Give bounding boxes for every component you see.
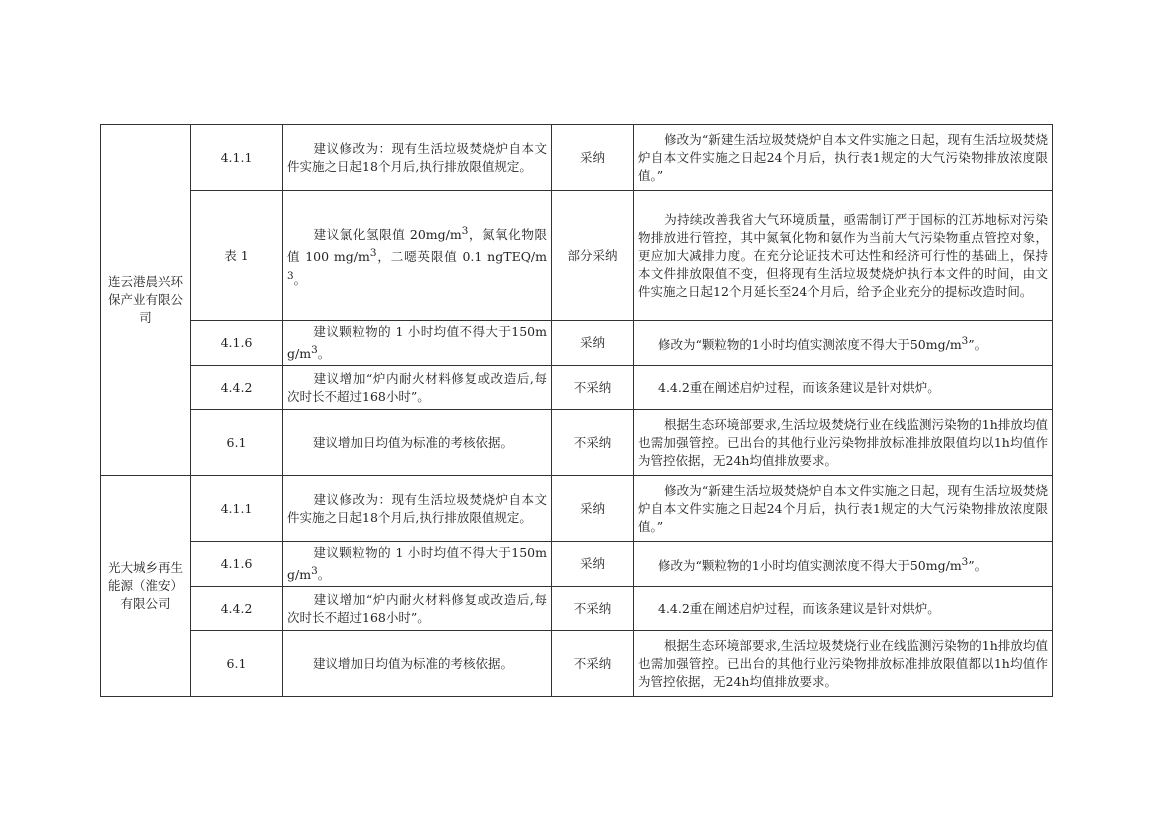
reply-text: ”。 <box>968 558 988 574</box>
table-row <box>101 125 1053 191</box>
org-cell: 光大城乡再生能源（淮安）有限公司 <box>101 476 191 697</box>
adoption-cell: 采纳 <box>552 125 634 191</box>
suggestion-cell <box>283 191 552 321</box>
adoption-cell: 不采纳 <box>552 410 634 476</box>
suggestion-cell <box>283 410 552 476</box>
suggestion-cell <box>283 321 552 366</box>
reply-cell <box>634 125 1053 191</box>
suggestion-cell <box>283 587 552 631</box>
superscript: 3 <box>311 344 318 356</box>
opinion-table <box>100 124 1053 697</box>
reply-text: 根据生态环境部要求,生活垃圾焚烧行业在线监测污染物的1h排放均值也需加强管控。已出台的其他行业污染物排放标准排放限值都以1h均值作为管控依据，无24h均值排放要求。 <box>638 637 1048 689</box>
clause-cell: 4.1.6 <box>191 542 283 587</box>
table-row <box>101 542 1053 587</box>
reply-text: 修改为“颗粒物的1小时均值实测浓度不得大于50mg/m <box>658 558 962 574</box>
suggestion-text: 建议增加“炉内耐火材料修复或改造后,每次时长不超过168小时”。 <box>287 591 547 625</box>
clause-cell: 4.4.2 <box>191 587 283 631</box>
suggestion-text: 。 <box>293 271 307 287</box>
suggestion-text: 建议增加日均值为标准的考核依据。 <box>313 655 514 671</box>
adoption-cell: 采纳 <box>552 476 634 542</box>
clause-cell: 4.1.6 <box>191 321 283 366</box>
suggestion-text: 建议修改为：现有生活垃圾焚烧炉自本文件实施之日起18个月后,执行排放限值规定。 <box>287 491 547 525</box>
reply-text: 修改为“颗粒物的1小时均值实测浓度不得大于50mg/m <box>658 337 962 353</box>
reply-text: 4.4.2重在阐述启炉过程，而该条建议是针对烘炉。 <box>658 379 940 395</box>
suggestion-cell <box>283 125 552 191</box>
table-row <box>101 476 1053 542</box>
table-row <box>101 410 1053 476</box>
reply-cell <box>634 191 1053 321</box>
superscript: 3 <box>311 565 318 578</box>
reply-text: 根据生态环境部要求,生活垃圾焚烧行业在线监测污染物的1h排放均值也需加强管控。已出台的其他行业污染物排放标准排放限值均以1h均值作为管控依据，无24h均值排放要求。 <box>638 416 1048 468</box>
superscript: 3 <box>287 269 294 282</box>
suggestion-text: ，二噁英限值 0.1 ngTEQ/m <box>376 249 548 265</box>
clause-cell: 表 1 <box>191 191 283 321</box>
superscript: 3 <box>369 247 377 260</box>
reply-text: 修改为“新建生活垃圾焚烧炉自本文件实施之日起，现有生活垃圾焚烧炉自本文件实施之日起24个月后，执行表1规定的大气污染物排放浓度限值。” <box>638 131 1048 183</box>
reply-cell <box>634 321 1053 366</box>
table-row <box>101 191 1053 321</box>
table-row <box>101 321 1053 366</box>
reply-text: ”。 <box>968 337 988 353</box>
suggestion-text: 建议颗粒物的 1 小时均值不得大于150mg/m <box>287 545 547 583</box>
adoption-cell: 不采纳 <box>552 631 634 697</box>
table-row <box>101 366 1053 410</box>
reply-cell <box>634 542 1053 587</box>
suggestion-cell <box>283 631 552 697</box>
reply-text: 为持续改善我省大气环境质量，亟需制订严于国标的江苏地标对污染物排放进行管控，其中氮氧化物和氨作为当前大气污染物重点管控对象，更应加大减排力度。在充分论证技术可达性和经济可行性的基础上，保持本文件排放限值不变，但将现有生活垃圾焚烧炉执行本文件的时间，由文件实施之日起12个月延长至24个月后，给予企业充分的提标改造时间。 <box>638 211 1048 299</box>
suggestion-text: 建议增加“炉内耐火材料修复或改造后,每次时长不超过168小时”。 <box>287 370 547 404</box>
adoption-cell: 采纳 <box>552 321 634 366</box>
table-row <box>101 631 1053 697</box>
reply-cell <box>634 587 1053 631</box>
suggestion-text: 建议增加日均值为标准的考核依据。 <box>313 434 514 450</box>
clause-cell: 6.1 <box>191 631 283 697</box>
suggestion-text: 建议修改为：现有生活垃圾焚烧炉自本文件实施之日起18个月后,执行排放限值规定。 <box>287 140 547 174</box>
clause-cell: 4.4.2 <box>191 366 283 410</box>
table-row <box>101 587 1053 631</box>
reply-text: 4.4.2重在阐述启炉过程，而该条建议是针对烘炉。 <box>658 600 940 616</box>
reply-cell <box>634 631 1053 697</box>
org-cell: 连云港晨兴环保产业有限公司 <box>101 125 191 476</box>
suggestion-text: 。 <box>317 346 331 362</box>
reply-cell <box>634 410 1053 476</box>
reply-cell <box>634 366 1053 410</box>
superscript: 3 <box>461 225 469 238</box>
superscript: 3 <box>961 335 969 347</box>
adoption-cell: 采纳 <box>552 542 634 587</box>
suggestion-text: ，氮氧化物限值 100 mg/m <box>287 227 547 265</box>
suggestion-text: 建议氯化氢限值 20mg/m <box>313 227 462 243</box>
suggestion-cell <box>283 476 552 542</box>
reply-cell <box>634 476 1053 542</box>
adoption-cell: 不采纳 <box>552 587 634 631</box>
adoption-cell: 部分采纳 <box>552 191 634 321</box>
reply-text: 修改为“新建生活垃圾焚烧炉自本文件实施之日起，现有生活垃圾焚烧炉自本文件实施之日起24个月后，执行表1规定的大气污染物排放浓度限值。” <box>638 482 1048 534</box>
suggestion-text: 。 <box>317 567 331 583</box>
suggestion-cell <box>283 366 552 410</box>
suggestion-cell <box>283 542 552 587</box>
clause-cell: 6.1 <box>191 410 283 476</box>
superscript: 3 <box>961 556 969 569</box>
adoption-cell: 不采纳 <box>552 366 634 410</box>
suggestion-text: 建议颗粒物的 1 小时均值不得大于150mg/m <box>287 324 547 362</box>
clause-cell: 4.1.1 <box>191 476 283 542</box>
clause-cell: 4.1.1 <box>191 125 283 191</box>
